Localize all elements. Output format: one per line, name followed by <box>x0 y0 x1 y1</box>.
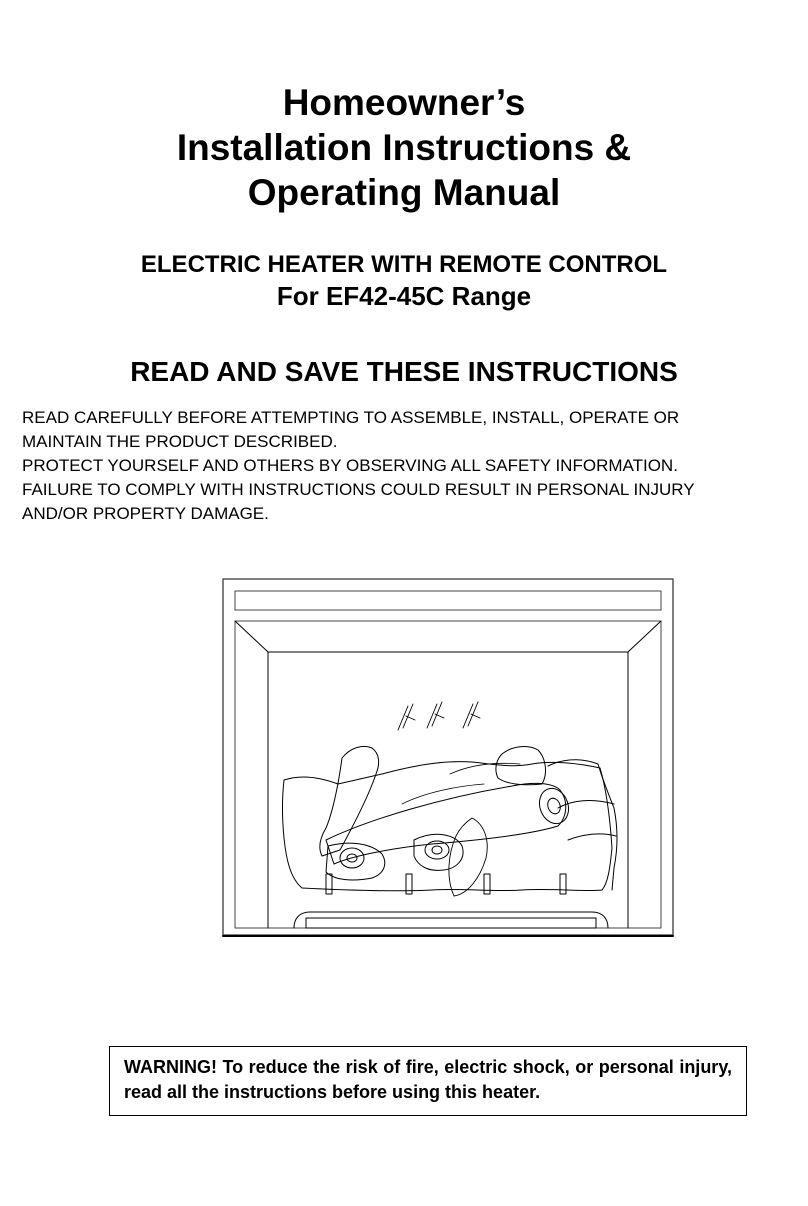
title-line-2: Installation Instructions & <box>176 127 632 168</box>
intro-line: READ CAREFULLY BEFORE ATTEMPTING TO ASSEMBLE, INSTALL, OPERATE OR <box>22 408 680 427</box>
warning-box <box>109 1046 747 1116</box>
title-line-1: Homeowner’s <box>282 82 526 123</box>
fireplace-outer-frame <box>223 579 673 935</box>
intro-paragraph <box>22 406 802 526</box>
title-line-3: Operating Manual <box>247 172 561 213</box>
intro-line: FAILURE TO COMPLY WITH INSTRUCTIONS COULD RESULT IN PERSONAL INJURY <box>22 480 695 499</box>
warning-text: WARNING! To reduce the risk of fire, electric shock, or personal injury, read all the instructions before using this heater. <box>124 1057 732 1102</box>
firebox-outline <box>235 621 661 928</box>
fireplace-top-trim <box>235 591 661 610</box>
range-subtitle: For EF42-45C Range <box>276 281 532 311</box>
grate-base <box>294 912 608 928</box>
right-log <box>548 760 617 890</box>
read-save-heading: READ AND SAVE THESE INSTRUCTIONS <box>130 356 678 387</box>
intro-line: AND/OR PROPERTY DAMAGE. <box>22 504 269 523</box>
left-log <box>320 746 379 856</box>
intro-line: PROTECT YOURSELF AND OTHERS BY OBSERVING ALL SAFETY INFORMATION. <box>22 456 678 475</box>
product-subtitle: ELECTRIC HEATER WITH REMOTE CONTROL <box>140 251 668 278</box>
back-log <box>283 762 613 891</box>
lower-middle-log <box>414 834 463 870</box>
fireplace-illustration <box>222 578 674 940</box>
front-log-end <box>535 784 574 827</box>
flame-marks <box>398 702 480 730</box>
grate-posts <box>326 874 566 894</box>
intro-line: MAINTAIN THE PRODUCT DESCRIBED. <box>22 432 338 451</box>
firebox-hood <box>235 621 661 652</box>
